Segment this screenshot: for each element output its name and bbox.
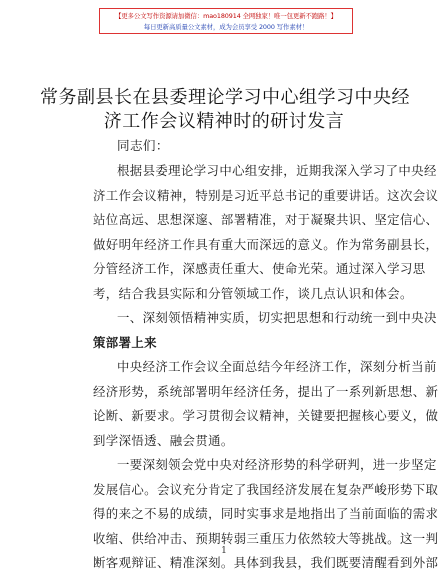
body-line: 分管经济工作，深感责任重大、使命光荣。通过深入学习思 [93, 261, 426, 276]
document-title [40, 86, 408, 134]
section-heading-line: 策部署上来 [93, 334, 157, 350]
body-line: 得的来之不易的成绩，同时实事求是地指出了当前面临的需求 [93, 506, 439, 521]
body-line: 断客观辩证、精准深刻。具体到我县，我们既要清醒看到外部 [93, 555, 439, 570]
body-line: 济工作会议精神，特别是习近平总书记的重要讲话。这次会议 [93, 187, 439, 203]
body-line: 经济形势，系统部署明年经济任务，提出了一系列新思想、新 [93, 383, 439, 399]
body-line: 收缩、供给冲击、预期转弱三重压力依然较大等挑战。这一判 [93, 530, 439, 546]
promo-line-2: 每日更新高质量公文素材，成为会员享受 2000 写作素材！ [143, 23, 309, 31]
promo-watermark-box [99, 8, 353, 34]
promo-line-1: 【更多公文写作资源请加微信：mao180914 全网独家！唯一包更新不跑路！】 [115, 12, 337, 20]
title-line-2: 济工作会议精神时的研讨发言 [103, 111, 345, 132]
salutation: 同志们： [117, 138, 169, 153]
page-number: 1 [221, 546, 227, 556]
body-line: 根据县委理论学习中心组安排，近期我深入学习了中央经 [117, 163, 437, 178]
body-line: 中央经济工作会议全面总结今年经济工作，深刻分析当前 [117, 359, 437, 374]
title-line-1: 常务副县长在县委理论学习中心组学习中央经 [40, 87, 410, 108]
body-line: 做好明年经济工作具有重大而深远的意义。作为常务副县长， [93, 236, 439, 252]
body-line: 一要深刻领会党中央对经济形势的科学研判，进一步坚定 [117, 457, 437, 472]
document-body [93, 159, 439, 576]
body-line: 论断、新要求。学习贯彻会议精神，关键要把握核心要义，做 [93, 408, 439, 423]
body-line: 站位高远、思想深邃、部署精准，对于凝聚共识、坚定信心、 [93, 212, 439, 227]
section-heading-line: 一、深刻领悟精神实质，切实把思想和行动统一到中央决 [117, 310, 437, 325]
body-line: 发展信心。会议充分肯定了我国经济发展在复杂严峻形势下取 [93, 481, 439, 497]
body-line: 到学深悟透、融会贯通。 [93, 432, 234, 448]
body-line: 考，结合我县实际和分管领域工作，谈几点认识和体会。 [93, 285, 413, 301]
